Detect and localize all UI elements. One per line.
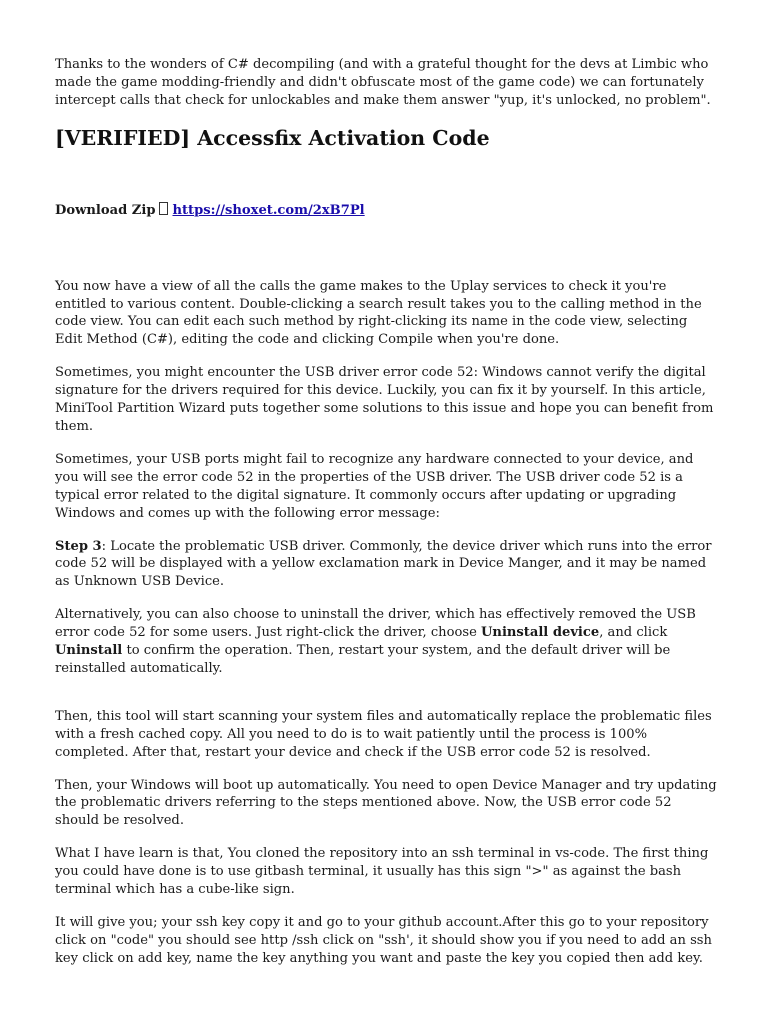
missing-glyph-icon [159, 202, 168, 215]
document-page [55, 56, 717, 968]
paragraph-ssh-key: It will give you; your ssh key copy it and go to your github account.After this go to your repository click on "code" you should see http /ssh click on "ssh', it should show you if you need to add an ssh key click on add key, name the key anything you want and paste the key you copied then add key. [55, 915, 712, 966]
paragraph-step-3 [55, 538, 717, 592]
uninstall-text-c: to confirm the operation. Then, restart your system, and the default driver will be reinstalled automatically. [55, 643, 671, 676]
paragraph-usb-ports: Sometimes, your USB ports might fail to recognize any hardware connected to your device, and you will see the error code 52 in the properties of the USB driver. The USB driver code 52 is a typical error related to the digital signature. It commonly occurs after updating or upgrading Windows and comes up with the following error message: [55, 451, 694, 521]
paragraph-scan-tool: Then, this tool will start scanning your system files and automatically replace the problematic files with a fresh cached copy. All you need to do is to wait patiently until the process is 100% completed. After that, restart your device and check if the USB error code 52 is resolved. [55, 708, 712, 760]
download-label: Download Zip [55, 202, 156, 218]
paragraph-windows-boot: Then, your Windows will boot up automatically. You need to open Device Manager and try updating the problematic drivers referring to the steps mentioned above. Now, the USB error code 52 should be resolved. [55, 777, 717, 829]
step-3-label: Step 3 [55, 538, 102, 554]
download-link[interactable]: https://shoxet.com/2xB7Pl [172, 202, 365, 218]
uninstall-label: Uninstall [55, 643, 123, 659]
intro-paragraph: Thanks to the wonders of C# decompiling (and with a grateful thought for the devs at Limbic who made the game modding-friendly and didn't obfuscate most of the game code) we can fortunately intercept calls that check for unlockables and make them answer "yup, it's unlocked, no problem". [55, 57, 711, 108]
uninstall-text-a: Alternatively, you can also choose to uninstall the driver, which has effectively removed the USB error code 52 for some users. Just right-click the driver, choose [55, 607, 696, 641]
step-3-text: : Locate the problematic USB driver. Commonly, the device driver which runs into the error code 52 will be displayed with a yellow exclamation mark in Device Manger, and it may be named as Unknown USB Device. [55, 538, 712, 590]
paragraph-uplay-calls: You now have a view of all the calls the game makes to the Uplay services to check it you're entitled to various content. Double-clicking a search result takes you to the calling method in the code view. You can edit each such method by right-clicking its name in the code view, selecting Edit Method (C#), editing the code and clicking Compile when you're done. [55, 278, 702, 348]
uninstall-device-label: Uninstall device [481, 625, 600, 641]
download-line [55, 202, 717, 220]
uninstall-text-b: , and click [599, 625, 668, 641]
page-title: [VERIFIED] Accessfix Activation Code [55, 125, 490, 150]
paragraph-ssh-terminal: What I have learn is that, You cloned the repository into an ssh terminal in vs-code. The first thing you could have done is to use gitbash terminal, it usually has this sign ">" as against the bash terminal which has a cube-like sign. [55, 846, 709, 898]
paragraph-usb-error-intro: Sometimes, you might encounter the USB driver error code 52: Windows cannot verify the digital signature for the drivers required for this device. Luckily, you can fix it by yourself. In this article, MiniTool Partition Wizard puts together some solutions to this issue and hope you can benefit from them. [55, 365, 714, 434]
paragraph-uninstall [55, 606, 717, 678]
